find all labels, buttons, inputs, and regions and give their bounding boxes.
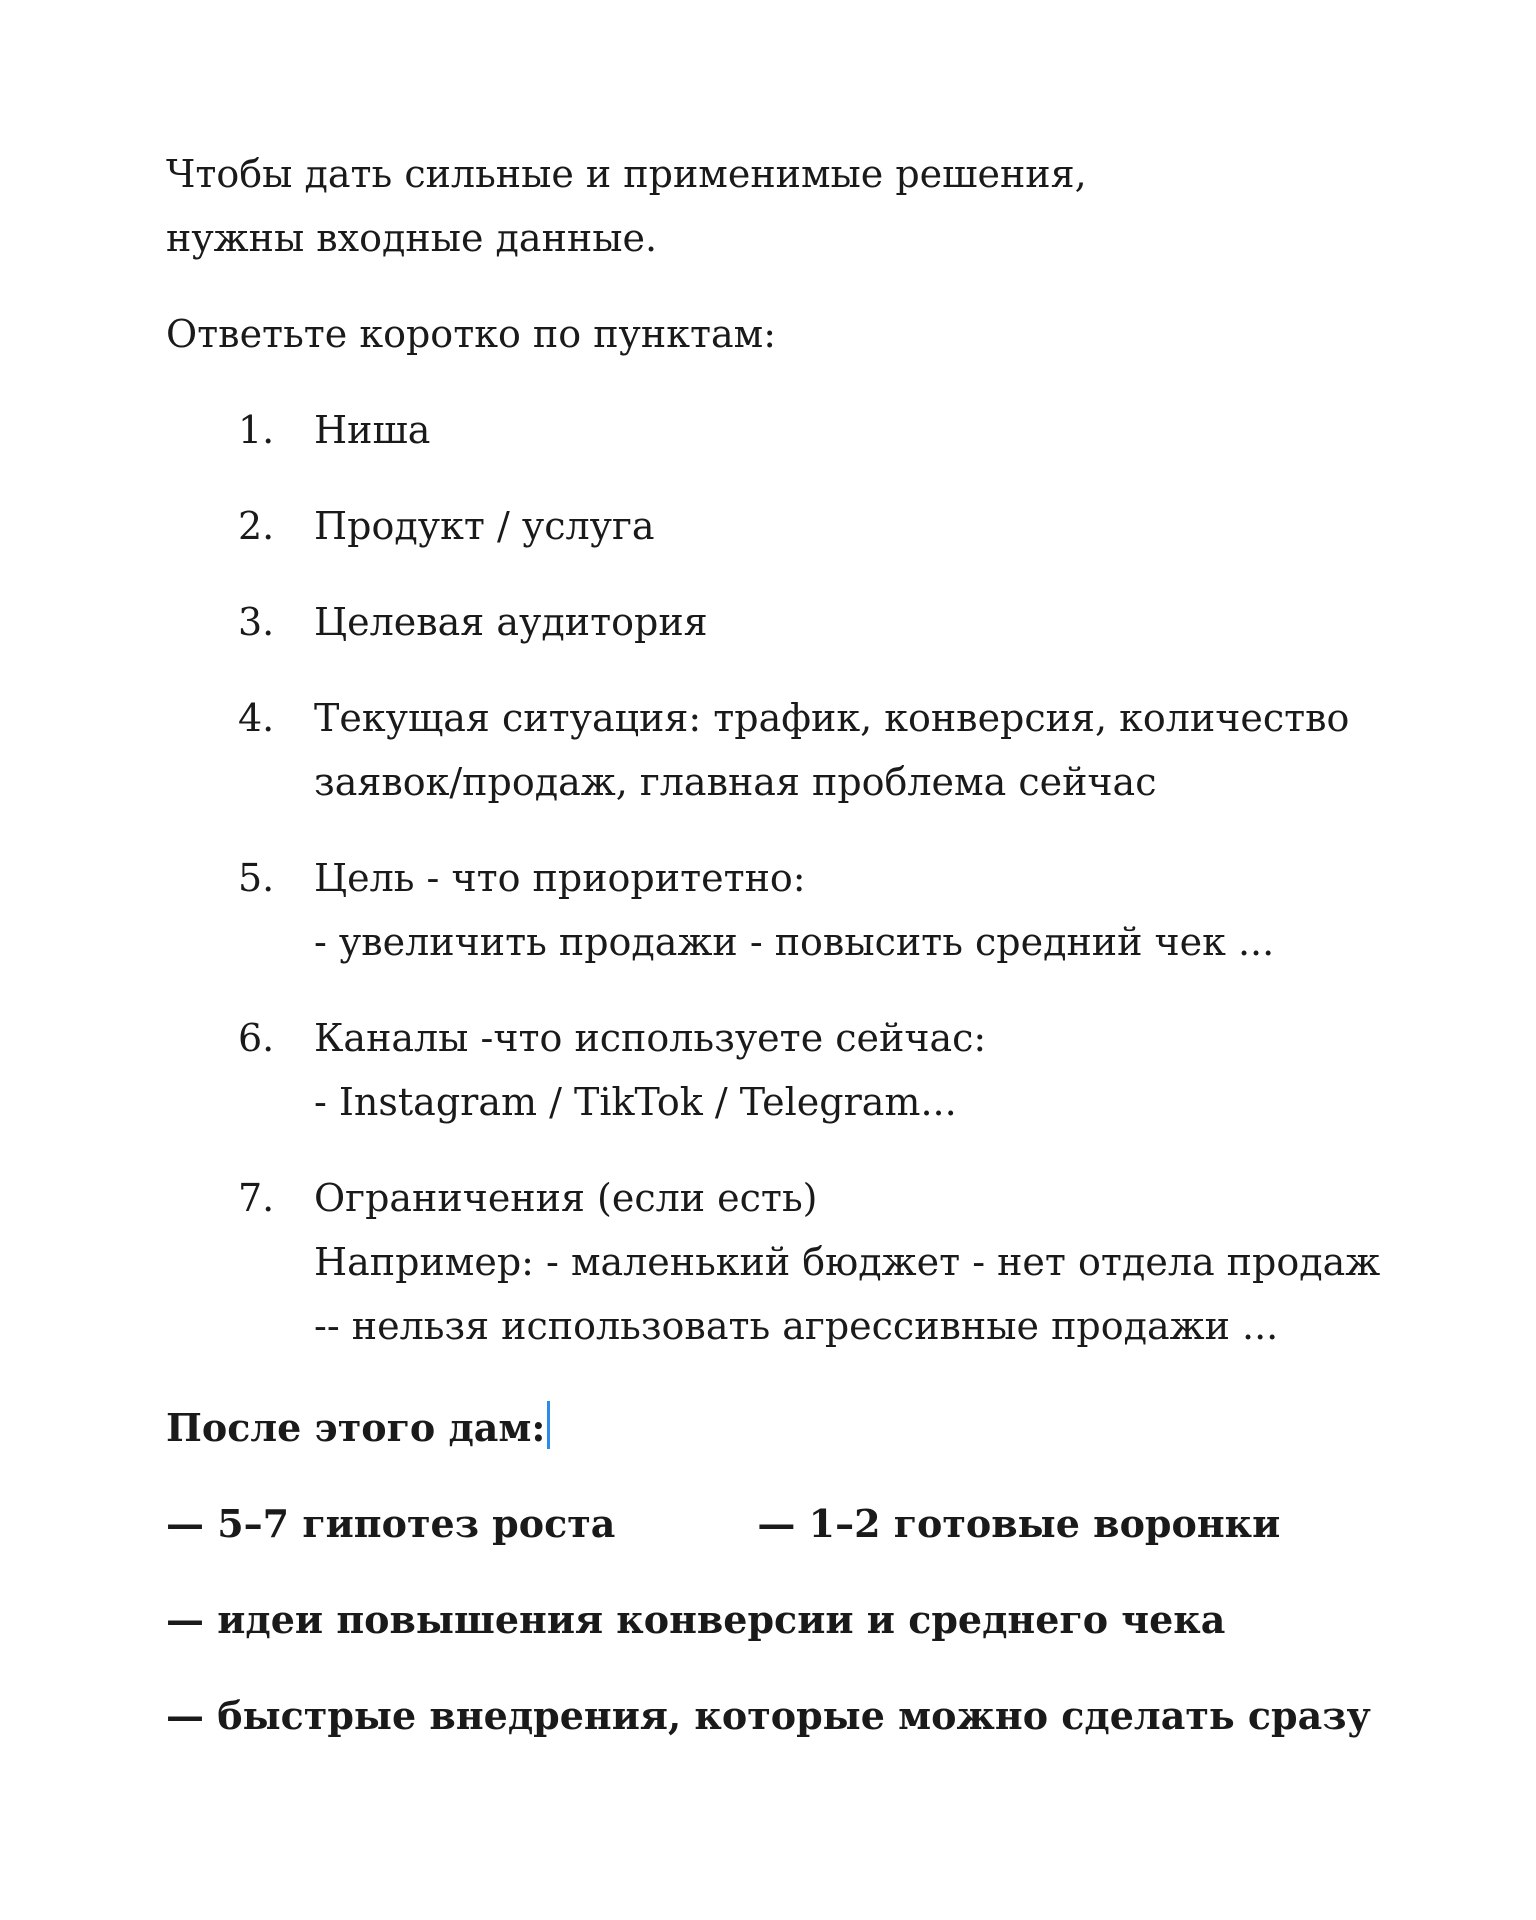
prompt-text: Ответьте коротко по пунктам: [166, 312, 777, 356]
list-item [166, 686, 1456, 814]
results-heading-text: После этого дам: [166, 1405, 546, 1450]
results-row [166, 1492, 1416, 1556]
list-item [166, 1006, 1456, 1134]
list-item-text: Продукт / услуга [314, 504, 655, 548]
result-item: — 1–2 готовые воронки [757, 1501, 1281, 1546]
result-item: — идеи повышения конверсии и среднего чека [166, 1597, 1226, 1642]
list-item-text: заявок/продаж, главная проблема сейчас [314, 760, 1157, 804]
list-item-text: Каналы -что используете сейчас: [314, 1016, 987, 1060]
intro-line: нужны входные данные. [166, 216, 658, 260]
list-item-text: Текущая ситуация: трафик, конверсия, количество [314, 696, 1350, 740]
list-item-text: - увеличить продажи - повысить средний чек ... [314, 920, 1275, 964]
list-item-text: Цель - что приоритетно: [314, 856, 806, 900]
list-item-number: 3. [238, 600, 275, 644]
questions-list [166, 398, 1456, 1390]
list-item [166, 1166, 1456, 1358]
text-cursor [547, 1401, 550, 1449]
list-item-text: Ограничения (если есть) [314, 1176, 818, 1220]
list-item-number: 5. [238, 856, 275, 900]
list-item [166, 494, 1456, 558]
list-item-text: Например: - маленький бюджет - нет отдела продаж [314, 1240, 1381, 1284]
result-item: — быстрые внедрения, которые можно сделать сразу [166, 1693, 1371, 1738]
list-item-text: -- нельзя использовать агрессивные продажи ... [314, 1304, 1279, 1348]
results-section [166, 1396, 1416, 1748]
list-item [166, 846, 1456, 974]
intro-paragraph [166, 142, 1416, 270]
list-item-text: Целевая аудитория [314, 600, 708, 644]
list-item [166, 590, 1456, 654]
list-item-text: - Instagram / TikTok / Telegram... [314, 1080, 957, 1124]
list-item-number: 4. [238, 696, 275, 740]
results-heading [166, 1396, 1416, 1460]
list-item [166, 398, 1456, 462]
list-item-text: Ниша [314, 408, 431, 452]
list-item-number: 6. [238, 1016, 275, 1060]
list-item-number: 7. [238, 1176, 275, 1220]
list-item-number: 2. [238, 504, 275, 548]
list-item-number: 1. [238, 408, 275, 452]
result-item: — 5–7 гипотез роста [166, 1501, 616, 1546]
intro-line: Чтобы дать сильные и применимые решения, [166, 152, 1087, 196]
